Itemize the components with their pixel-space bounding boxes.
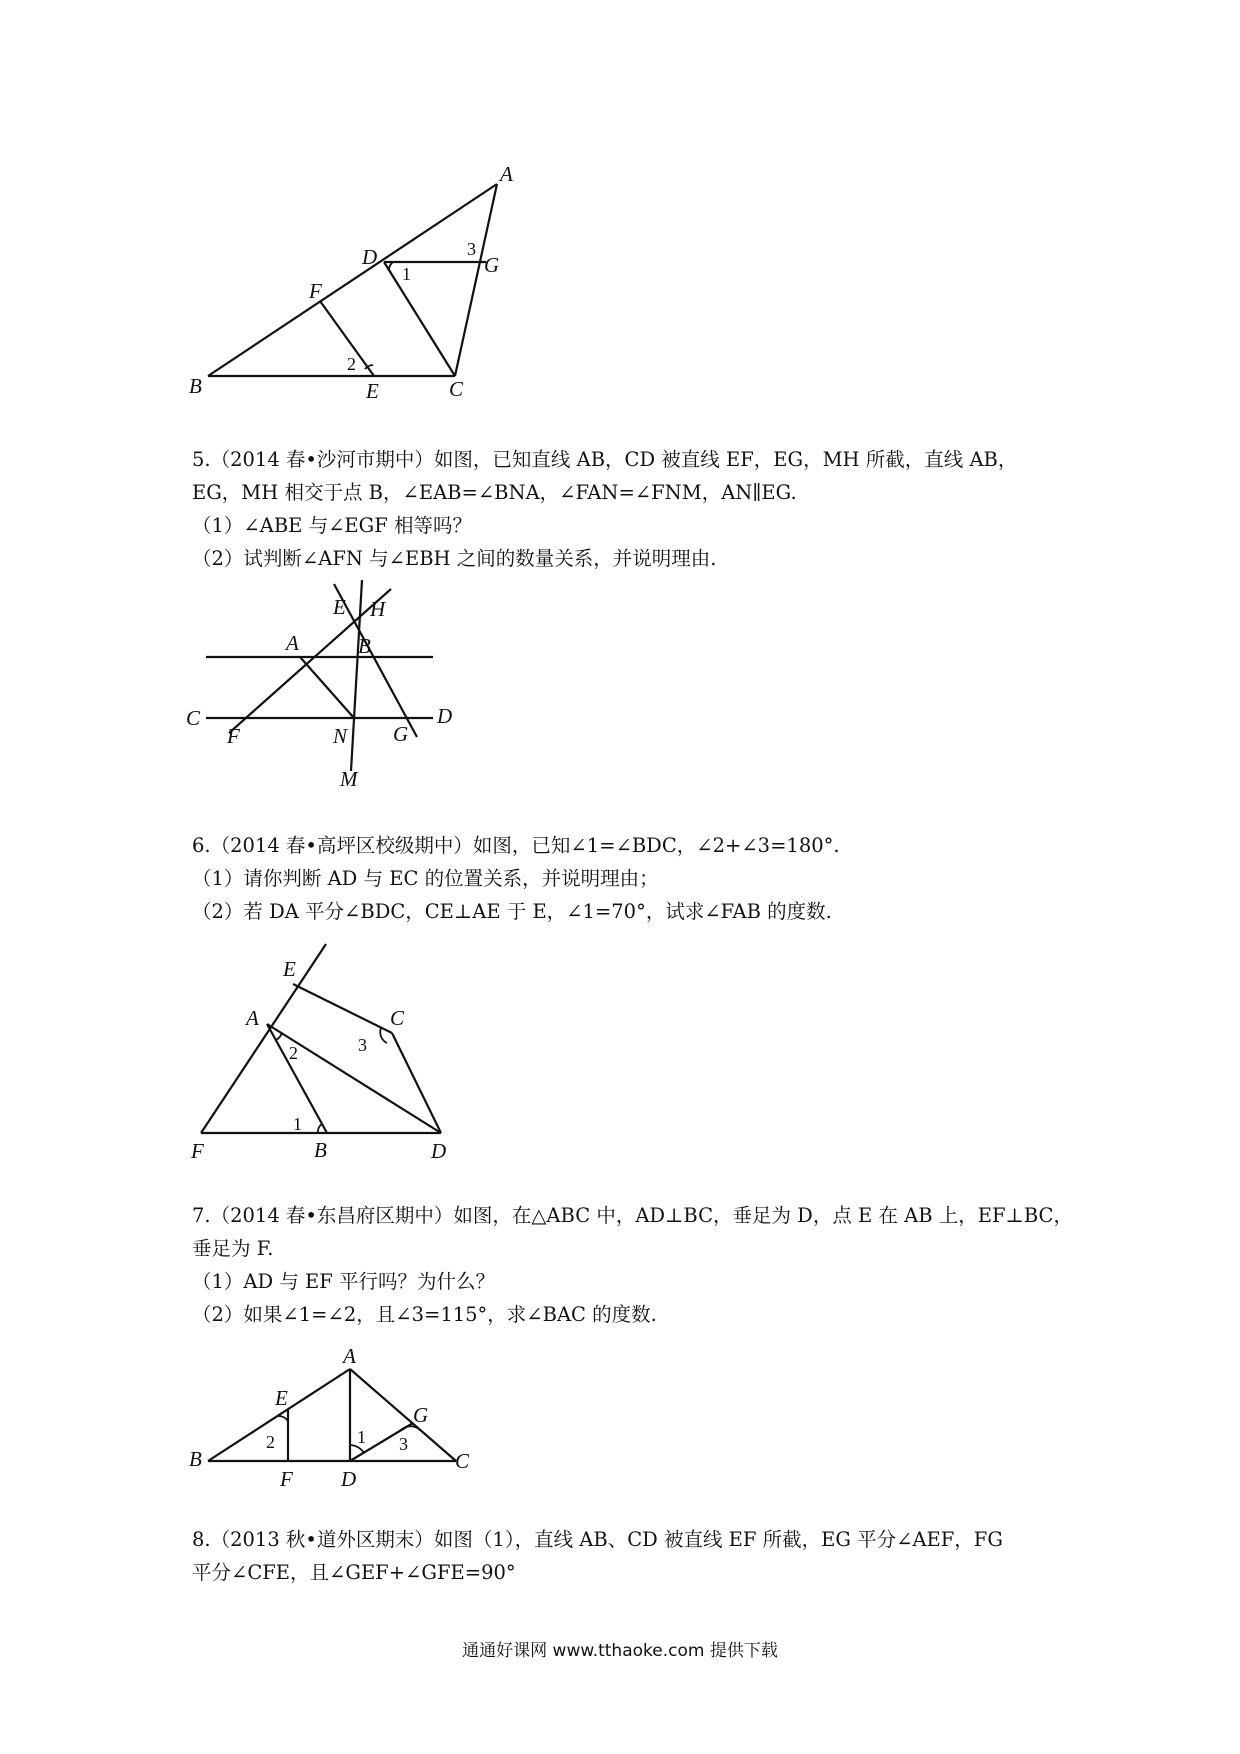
label-G: G [413, 1403, 429, 1427]
label-D: D [431, 1139, 447, 1163]
problem-5-question-2: （2）试判断∠AFN 与∠EBH 之间的数量关系，并说明理由. [192, 547, 717, 570]
label-E: E [333, 595, 346, 619]
problem-6-question-1: （1）请你判断 AD 与 EC 的位置关系，并说明理由； [192, 867, 659, 890]
figure-problem-7 [0, 1335, 1240, 1495]
label-F: F [227, 724, 240, 748]
angle-label-2: 2 [289, 1043, 298, 1063]
problem-7-question-1: （1）AD 与 EF 平行吗？为什么？ [192, 1270, 495, 1293]
angle-label-1: 1 [293, 1114, 302, 1134]
problem-8-line-1: 8.（2013 秋•道外区期末）如图（1），直线 AB、CD 被直线 EF 所截，EG 平分∠AEF，FG [192, 1528, 1003, 1551]
label-G: G [393, 722, 409, 746]
angle-label-1: 1 [402, 264, 411, 284]
problem-7-line-1: 7.（2014 春•东昌府区期中）如图，在△ABC 中，AD⊥BC，垂足为 D，点 E 在 AB 上，EF⊥BC， [192, 1204, 1073, 1227]
problem-7-question-2: （2）如果∠1=∠2，且∠3=115°，求∠BAC 的度数. [192, 1303, 657, 1326]
label-H: H [370, 597, 386, 621]
label-C: C [455, 1449, 470, 1473]
label-C: C [449, 377, 464, 401]
problem-5-line-2: EG，MH 相交于点 B，∠EAB=∠BNA，∠FAN=∠FNM，AN∥EG. [192, 481, 797, 504]
label-F: F [280, 1467, 293, 1491]
label-B: B [189, 1447, 202, 1471]
label-E: E [275, 1386, 288, 1410]
angle-label-2: 2 [266, 1432, 275, 1452]
problem-5-line-1: 5.（2014 春•沙河市期中）如图，已知直线 AB，CD 被直线 EF，EG，MH 所截，直线 AB， [192, 448, 1018, 471]
label-M: M [340, 767, 358, 791]
label-N: N [333, 724, 348, 748]
angle-label-3: 3 [358, 1035, 367, 1055]
label-G: G [484, 253, 500, 277]
problem-8-line-2: 平分∠CFE，且∠GEF+∠GFE=90° [192, 1561, 516, 1584]
label-E: E [283, 957, 296, 981]
label-B: B [358, 634, 371, 658]
problem-5-question-1: （1）∠ABE 与∠EGF 相等吗？ [192, 514, 472, 537]
angle-label-1: 1 [357, 1427, 366, 1447]
angle-label-3: 3 [467, 239, 476, 259]
problem-6-line-1: 6.（2014 春•高坪区校级期中）如图，已知∠1=∠BDC，∠2+∠3=180°. [192, 834, 840, 857]
label-C: C [186, 706, 201, 730]
label-A: A [286, 631, 299, 655]
label-D: D [362, 245, 378, 269]
problem-6-question-2: （2）若 DA 平分∠BDC，CE⊥AE 于 E，∠1=70°，试求∠FAB 的度数. [192, 900, 832, 923]
angle-label-2: 2 [347, 354, 356, 374]
label-A: A [343, 1344, 356, 1368]
angle-label-3: 3 [399, 1434, 408, 1454]
label-A: A [246, 1006, 259, 1030]
label-F: F [309, 279, 322, 303]
label-E: E [366, 379, 379, 403]
figure-problem-5 [0, 580, 1240, 800]
figure-problem-6 [0, 935, 1240, 1165]
label-F: F [191, 1139, 204, 1163]
label-B: B [189, 374, 202, 398]
label-D: D [437, 704, 453, 728]
problem-7-line-2: 垂足为 F. [192, 1237, 274, 1260]
label-B: B [314, 1138, 327, 1162]
label-C: C [390, 1006, 405, 1030]
label-D: D [341, 1467, 357, 1491]
figure-problem-4 [0, 0, 1240, 440]
page-footer: 通通好课网 www.tthaoke.com 提供下载 [462, 1641, 778, 1661]
label-A: A [500, 162, 513, 186]
